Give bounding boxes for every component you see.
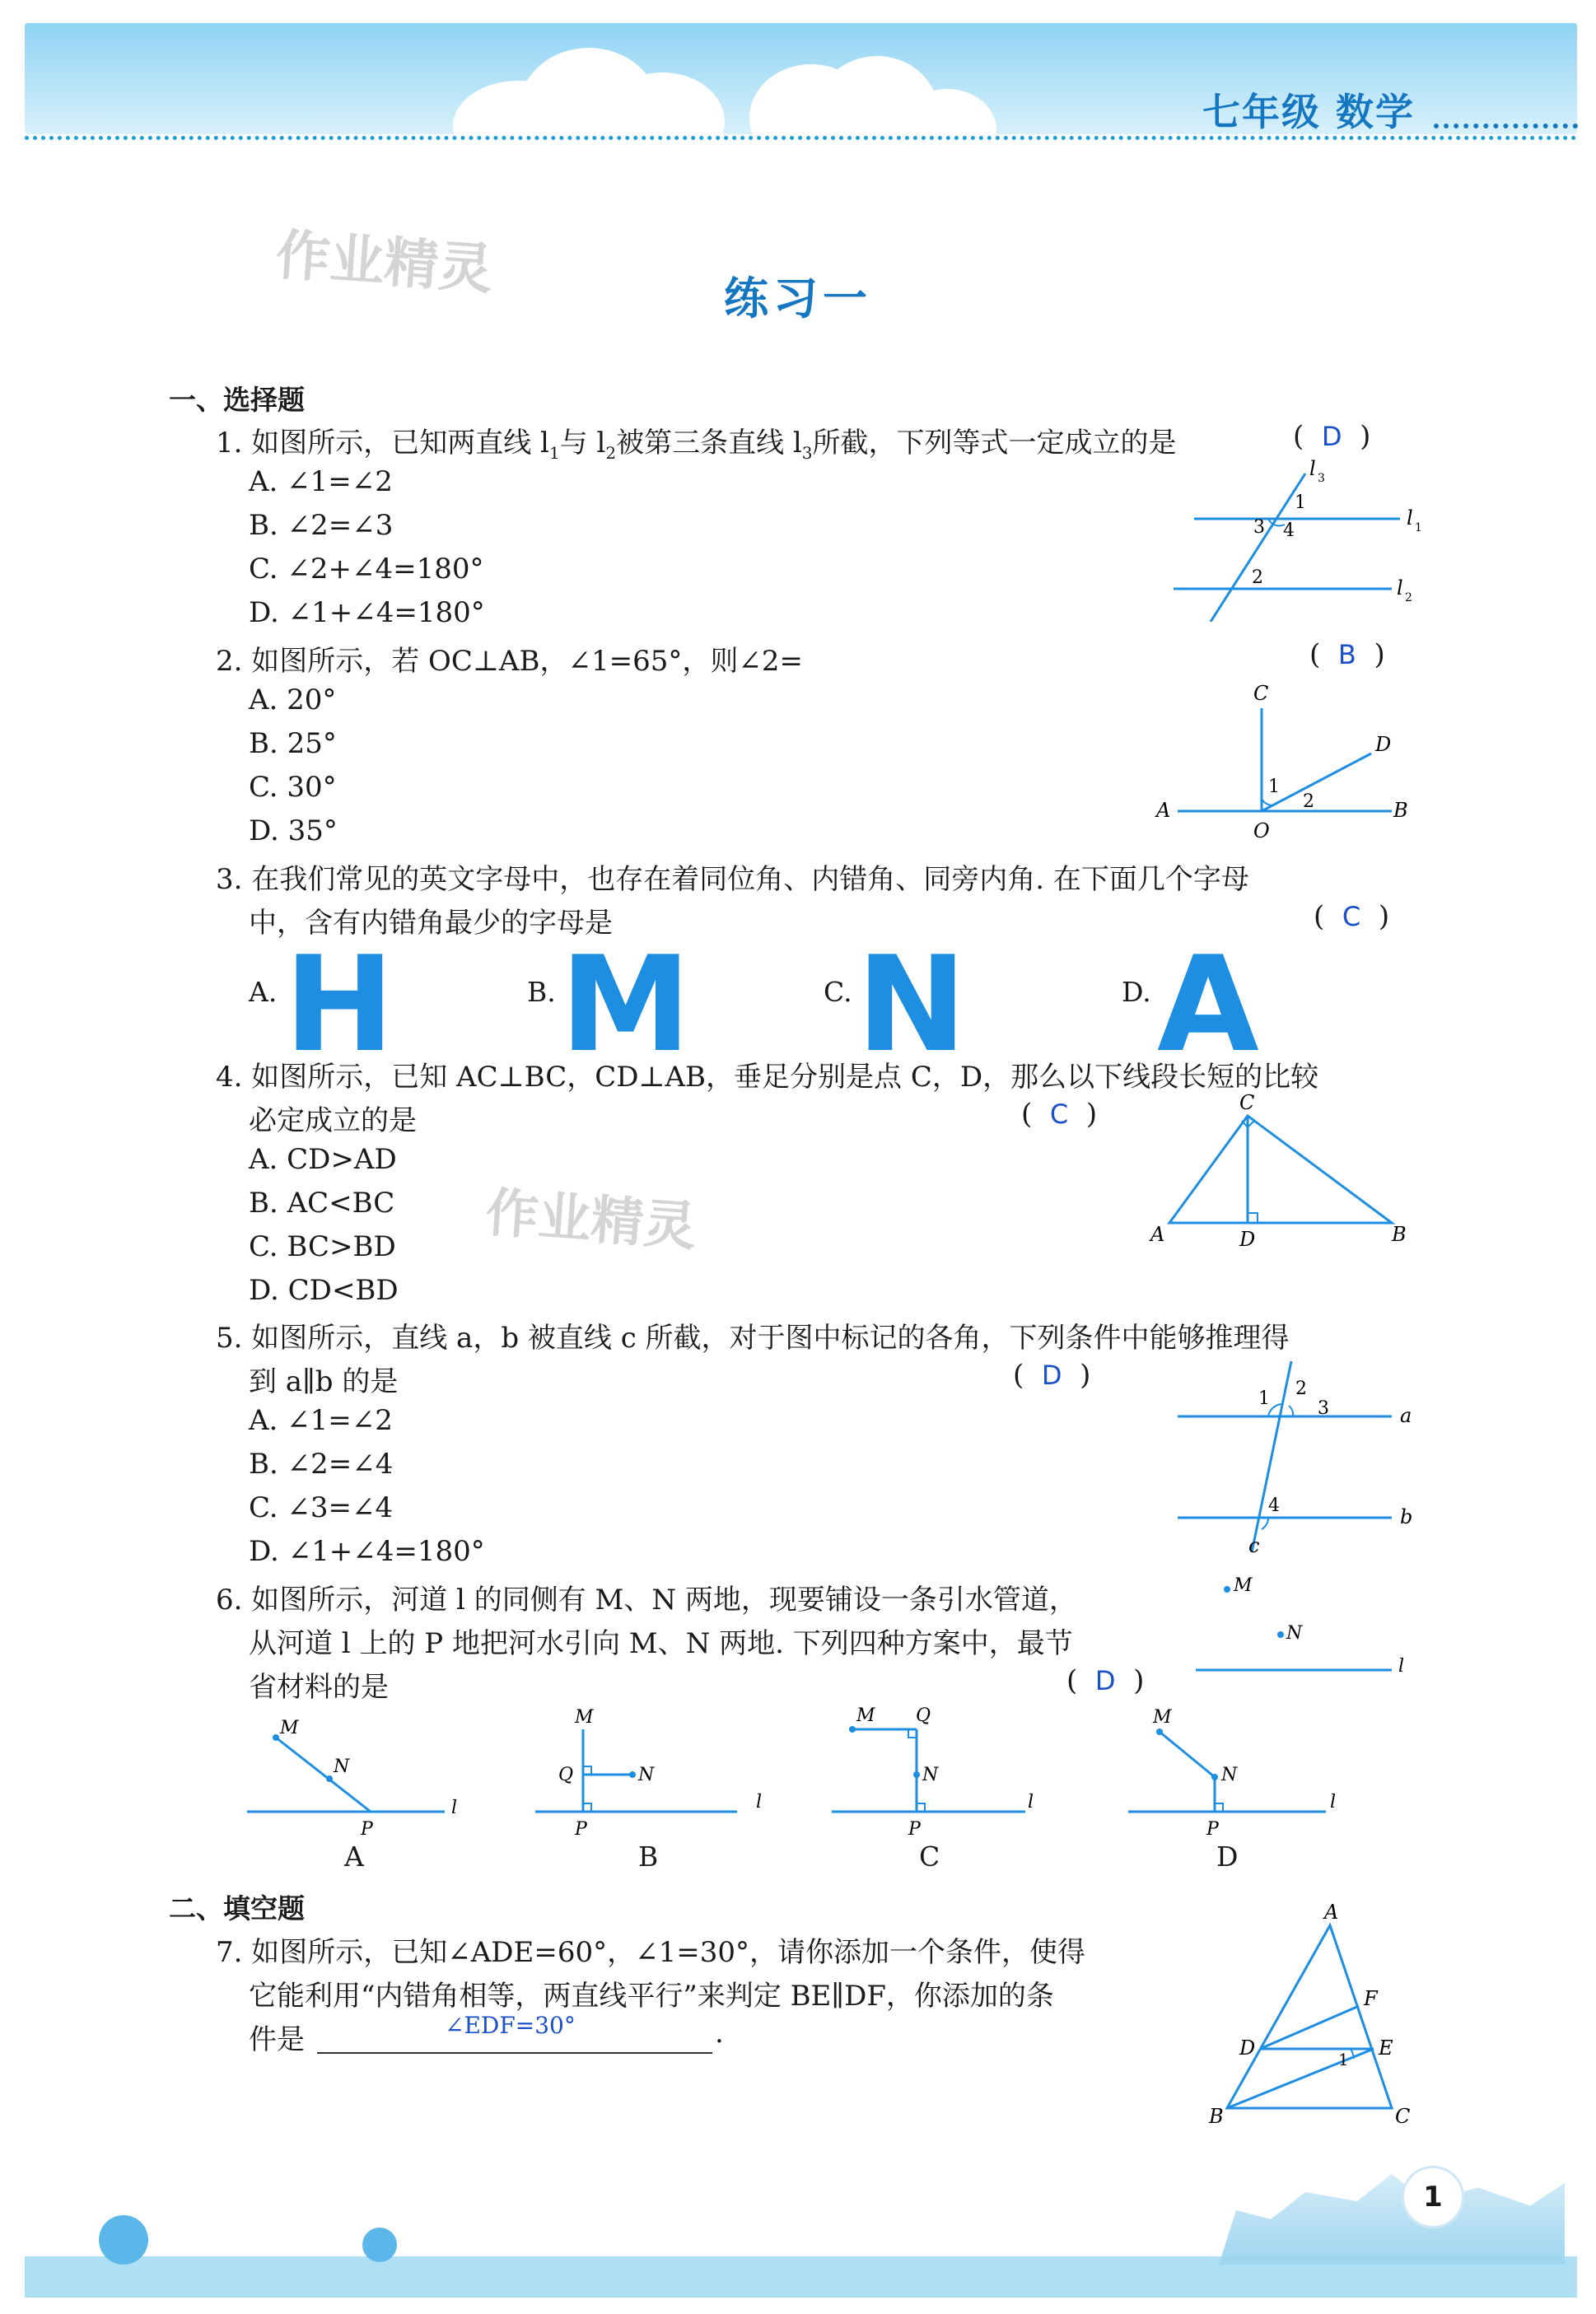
answer-bracket: ( D ) <box>1066 1664 1145 1697</box>
label-Q: Q <box>916 1705 931 1726</box>
figure-q2 <box>1145 675 1425 840</box>
point-N <box>913 1771 920 1778</box>
q1-sub: 3 <box>801 442 813 463</box>
question-4-stem-line1: 4. 如图所示，已知 AC⊥BC，CD⊥AB，垂足分别是点 C，D，那么以下线段长短的比较 <box>216 1061 1319 1094</box>
figure-q5 <box>1169 1355 1433 1561</box>
label-l3-sub: 3 <box>1318 472 1325 485</box>
answer-value: C <box>1049 1099 1069 1130</box>
angle-label-3: 3 <box>1318 1398 1329 1419</box>
question-7-stem-line1: 7. 如图所示，已知∠ADE=60°，∠1=30°，请你添加一个条件，使得 <box>216 1936 1085 1969</box>
answer-bracket: ( C ) <box>1314 900 1390 933</box>
label-A: A <box>1324 1902 1339 1924</box>
label-N: N <box>638 1765 655 1785</box>
point-N <box>629 1771 636 1778</box>
scheme-B <box>527 1705 766 1853</box>
option: A. CD>AD <box>249 1143 397 1176</box>
question-7-stem-line3: 件是 <box>249 2023 305 2056</box>
answer-bracket: ( D ) <box>1013 1359 1091 1392</box>
option: C. BC>BD <box>249 1230 396 1263</box>
page-number: 1 <box>1402 2166 1464 2228</box>
figure-q1 <box>1153 457 1433 622</box>
q1-stem-part: 所截，下列等式一定成立的是 <box>812 427 1177 460</box>
angle-arc <box>1262 799 1272 805</box>
label-M: M <box>575 1707 594 1728</box>
option: A. 20° <box>249 683 337 716</box>
label-C: C <box>1239 1091 1255 1114</box>
label-D: D <box>1375 733 1392 756</box>
label-N: N <box>922 1765 939 1785</box>
q1-sub: 1 <box>548 442 560 463</box>
answer-value: C <box>1342 901 1361 932</box>
label-l1-sub: 1 <box>1415 521 1422 534</box>
option-label: A. <box>249 976 278 1008</box>
answer-value: D <box>1041 1360 1062 1391</box>
line-l3 <box>1211 474 1305 622</box>
label-F: F <box>1364 1987 1378 2010</box>
letter-N: N <box>856 927 967 1081</box>
option: D. 35° <box>249 814 338 847</box>
option-label: B. <box>527 976 556 1008</box>
point-M <box>1156 1729 1163 1735</box>
angle-label-3: 3 <box>1253 517 1265 538</box>
label-l: l <box>451 1798 458 1818</box>
pipe <box>276 1738 371 1812</box>
grade-subject-label: 七年级 数学 <box>1202 90 1415 134</box>
label-l: l <box>1398 1656 1405 1677</box>
option: C. 30° <box>249 771 337 804</box>
label-N: N <box>334 1756 350 1777</box>
question-1-stem <box>216 420 1177 463</box>
label-b: b <box>1400 1505 1413 1528</box>
question-6-stem-line2: 从河道 l 上的 P 地把河水引向 M、N 两地. 下列四种方案中，最节 <box>249 1627 1073 1660</box>
label-l3: l <box>1309 457 1316 480</box>
point-M <box>273 1734 279 1741</box>
label-N: N <box>1286 1623 1303 1644</box>
question-2-stem: 2. 如图所示，若 OC⊥AB，∠1=65°，则∠2= <box>216 645 803 678</box>
point-N <box>1211 1774 1218 1780</box>
label-l: l <box>756 1792 763 1812</box>
label-B: B <box>1209 2105 1224 2125</box>
label-E: E <box>1379 2036 1393 2060</box>
point-N <box>1277 1631 1284 1638</box>
point-M <box>1224 1586 1230 1593</box>
figure-q6-main <box>1186 1565 1416 1688</box>
option: D. CD<BD <box>249 1274 399 1307</box>
sentence-end: . <box>715 2017 724 2050</box>
option: B. ∠2=∠4 <box>249 1448 394 1481</box>
answer-bracket: ( B ) <box>1309 638 1385 671</box>
label-P: P <box>908 1819 921 1840</box>
angle-label-2: 2 <box>1252 567 1263 588</box>
option-label: D. <box>1122 976 1151 1008</box>
angle-label-1: 1 <box>1268 777 1280 797</box>
label-B: B <box>1392 1223 1407 1246</box>
label-M: M <box>1234 1575 1253 1596</box>
question-6-stem-line1: 6. 如图所示，河道 l 的同侧有 M、N 两地，现要铺设一条引水管道， <box>216 1584 1077 1617</box>
label-P: P <box>1206 1819 1219 1840</box>
city-skyline-decoration <box>1219 2174 1565 2265</box>
figure-q7 <box>1194 1902 1425 2125</box>
q1-stem-part: 被第三条直线 l <box>616 427 802 460</box>
answer-value: D <box>1321 421 1342 452</box>
label-l1: l <box>1407 506 1413 530</box>
option: A. ∠1=∠2 <box>249 465 393 498</box>
label-O: O <box>1253 819 1270 840</box>
label-N: N <box>1221 1765 1238 1785</box>
label-M: M <box>856 1705 875 1726</box>
angle-label-4: 4 <box>1283 520 1295 541</box>
label-D: D <box>1239 1228 1256 1251</box>
label-a: a <box>1400 1404 1412 1427</box>
angle-label-2: 2 <box>1303 791 1314 812</box>
option: B. 25° <box>249 727 337 760</box>
letter-H: H <box>284 927 394 1081</box>
scheme-label: C <box>919 1840 940 1873</box>
label-B: B <box>1393 799 1408 822</box>
angle-label-1: 1 <box>1338 2050 1349 2069</box>
label-A: A <box>1156 799 1171 822</box>
watermark: 作业精灵 <box>483 1183 698 1258</box>
label-Q: Q <box>558 1765 574 1785</box>
scheme-label: D <box>1216 1840 1239 1873</box>
label-c: c <box>1248 1534 1260 1557</box>
point-M <box>849 1726 856 1733</box>
point-N <box>326 1775 333 1782</box>
label-l2: l <box>1397 576 1403 599</box>
question-3-stem-line2: 中，含有内错角最少的字母是 <box>249 907 613 940</box>
tree-decoration <box>99 2215 148 2265</box>
answer-value: B <box>1337 639 1356 670</box>
label-P: P <box>361 1819 373 1840</box>
option: B. ∠2=∠3 <box>249 509 394 542</box>
option: D. ∠1+∠4=180° <box>249 596 485 629</box>
question-5-stem-line1: 5. 如图所示，直线 a，b 被直线 c 所截，对于图中标记的各角，下列条件中能够推理得 <box>216 1322 1290 1355</box>
label-D: D <box>1239 2036 1256 2060</box>
triangle-abc <box>1169 1116 1392 1223</box>
label-C: C <box>1395 2105 1411 2125</box>
label-M: M <box>280 1718 299 1738</box>
angle-label-2: 2 <box>1295 1379 1307 1399</box>
angle-arc <box>1262 1518 1268 1529</box>
tree-decoration <box>362 2228 397 2262</box>
question-5-stem-line2: 到 a∥b 的是 <box>249 1365 399 1398</box>
figure-q4 <box>1141 1091 1421 1256</box>
q1-stem-part: 1. 如图所示，已知两直线 l <box>216 427 549 460</box>
option: D. ∠1+∠4=180° <box>249 1535 485 1568</box>
label-l2-sub: 2 <box>1405 591 1412 604</box>
option-label: C. <box>824 976 852 1008</box>
watermark: 作业精灵 <box>273 222 495 302</box>
q1-sub: 2 <box>605 442 617 463</box>
angle-label-4: 4 <box>1268 1495 1280 1516</box>
pipe <box>1160 1732 1215 1777</box>
line-df <box>1260 2006 1359 2049</box>
question-7-stem-line2: 它能利用“内错角相等，两直线平行”来判定 BE∥DF，你添加的条 <box>249 1980 1054 2013</box>
letter-M: M <box>560 927 692 1081</box>
label-M: M <box>1153 1707 1172 1728</box>
triangle-abc <box>1227 1925 1392 2108</box>
section-heading-fill: 二、填空题 <box>169 1892 305 1924</box>
answer-bracket: ( D ) <box>1293 420 1371 453</box>
answer-value: D <box>1094 1665 1116 1696</box>
section-heading-choice: 一、选择题 <box>169 384 305 416</box>
q1-stem-part: 与 l <box>559 427 606 460</box>
page-title: 练习一 <box>724 273 872 324</box>
right-angle-mark <box>1248 1213 1258 1223</box>
angle-label-1: 1 <box>1295 492 1306 513</box>
answer-bracket: ( C ) <box>1021 1098 1098 1131</box>
letter-A: A <box>1157 927 1259 1081</box>
scheme-C <box>824 1705 1062 1853</box>
answer-value: ∠EDF=30° <box>445 2012 576 2039</box>
option: C. ∠2+∠4=180° <box>249 553 484 585</box>
question-6-stem-line3: 省材料的是 <box>249 1671 389 1704</box>
question-3-stem-line1: 3. 在我们常见的英文字母中，也存在着同位角、内错角、同旁内角. 在下面几个字母 <box>216 863 1249 896</box>
scheme-D <box>1120 1705 1359 1853</box>
scheme-label: A <box>344 1840 364 1873</box>
grade-underline <box>1434 124 1578 128</box>
label-A: A <box>1150 1223 1165 1246</box>
option: C. ∠3=∠4 <box>249 1491 394 1524</box>
label-l: l <box>1330 1792 1337 1812</box>
angle-arc <box>1289 1406 1293 1416</box>
label-l: l <box>1028 1792 1034 1812</box>
label-P: P <box>575 1819 587 1840</box>
answer-blank[interactable] <box>317 2052 712 2054</box>
scheme-label: B <box>638 1840 659 1873</box>
label-C: C <box>1253 682 1269 705</box>
option: B. AC<BC <box>249 1187 395 1220</box>
question-4-stem-line2: 必定成立的是 <box>249 1104 417 1137</box>
angle-label-1: 1 <box>1258 1388 1270 1409</box>
option: A. ∠1=∠2 <box>249 1404 393 1437</box>
scheme-A <box>239 1705 478 1853</box>
